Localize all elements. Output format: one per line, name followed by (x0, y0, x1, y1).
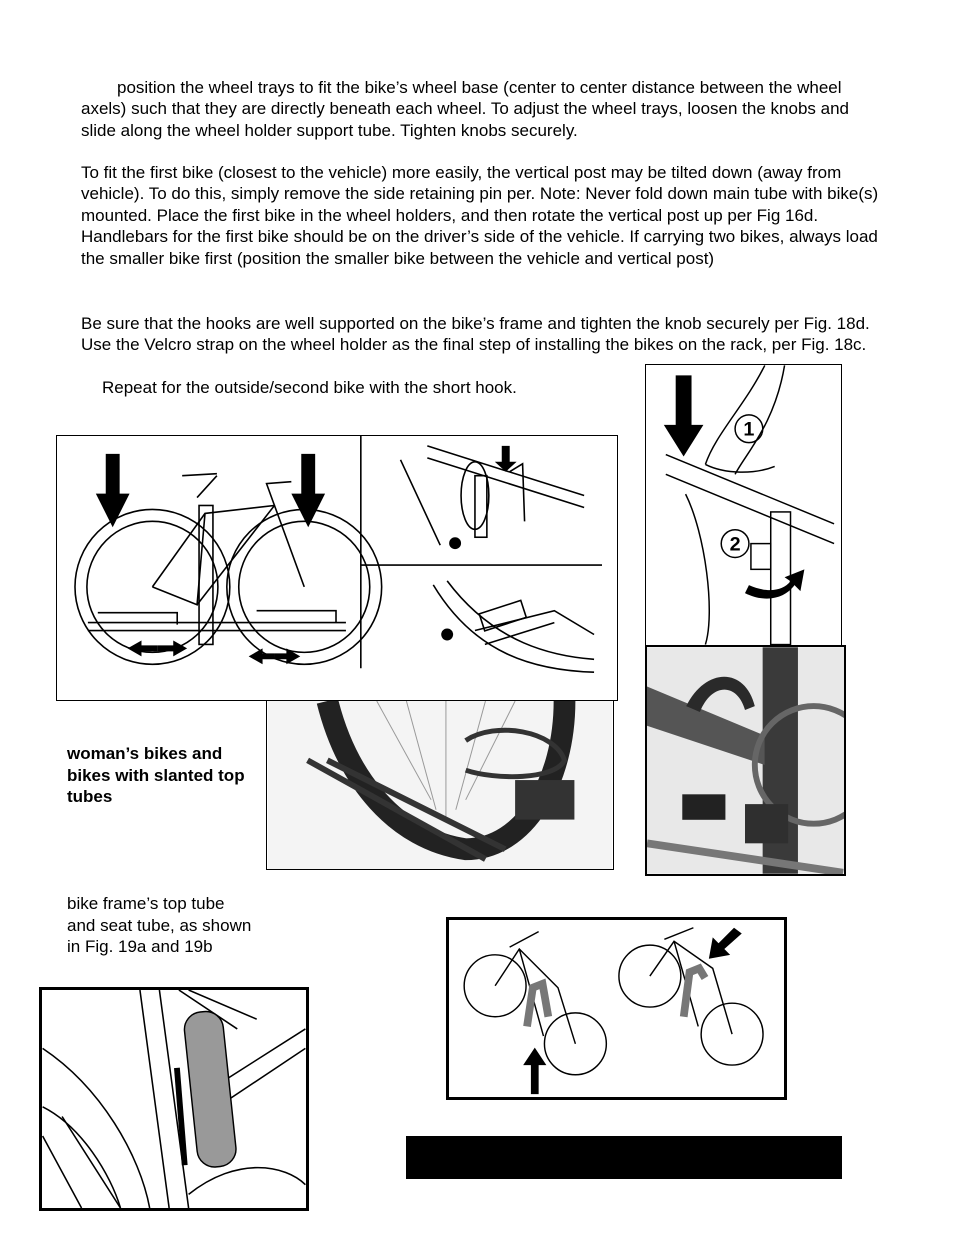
instruction-paragraph-second-bike: Repeat for the outside/second bike with the short hook. (102, 378, 517, 397)
frame-tubes-label: bike frame’s top tube and seat tube, as shown in Fig. 19a and 19b (67, 894, 252, 956)
step-1-label: 1 (743, 418, 755, 441)
two-bikes-hook-figure (446, 917, 787, 1100)
bike-rack-figure (56, 435, 618, 701)
instruction-paragraph-hooks: Be sure that the hooks are well supported on the bike’s frame and tighten the knob securely per Fig. 18d. Use the Velcro strap on the wheel holder as the final step of installing the bikes on the rack, per Fig. 18c. (81, 314, 870, 355)
instruction-paragraph-wheel-trays: position the wheel trays to fit the bike’s wheel base (center to center distance between the wheel axels) such that they are directly beneath each wheel. To adjust the wheel trays, loosen the knobs and slide along the wheel holder support tube. Tighten knobs securely. (81, 78, 849, 140)
step-2-label: 2 (729, 533, 741, 556)
bike-rack-illustration (57, 436, 617, 700)
pin-steps-figure (645, 364, 842, 646)
black-bar (406, 1136, 842, 1179)
frame-mount-photo (645, 645, 846, 876)
womens-bikes-label: woman’s bikes and bikes with slanted top tubes (67, 744, 245, 806)
instruction-paragraph-first-bike: To fit the first bike (closest to the vehicle) more easily, the vertical post may be tilted down (away from vehicle). To do this, simply remove the side retaining pin per. Note: Never fold down main tube with bike(s) mounted. Place the first bike in the wheel holders, and then rotate the vertical post up per Fig 16d. Handlebars for the first bike should be on the driver’s side of the vehicle. If carrying two bikes, always load the smaller bike first (position the smaller bike between the vehicle and vertical post) (81, 163, 879, 268)
wheel-tray-photo (266, 700, 614, 870)
seat-tube-closeup-figure (39, 987, 309, 1211)
